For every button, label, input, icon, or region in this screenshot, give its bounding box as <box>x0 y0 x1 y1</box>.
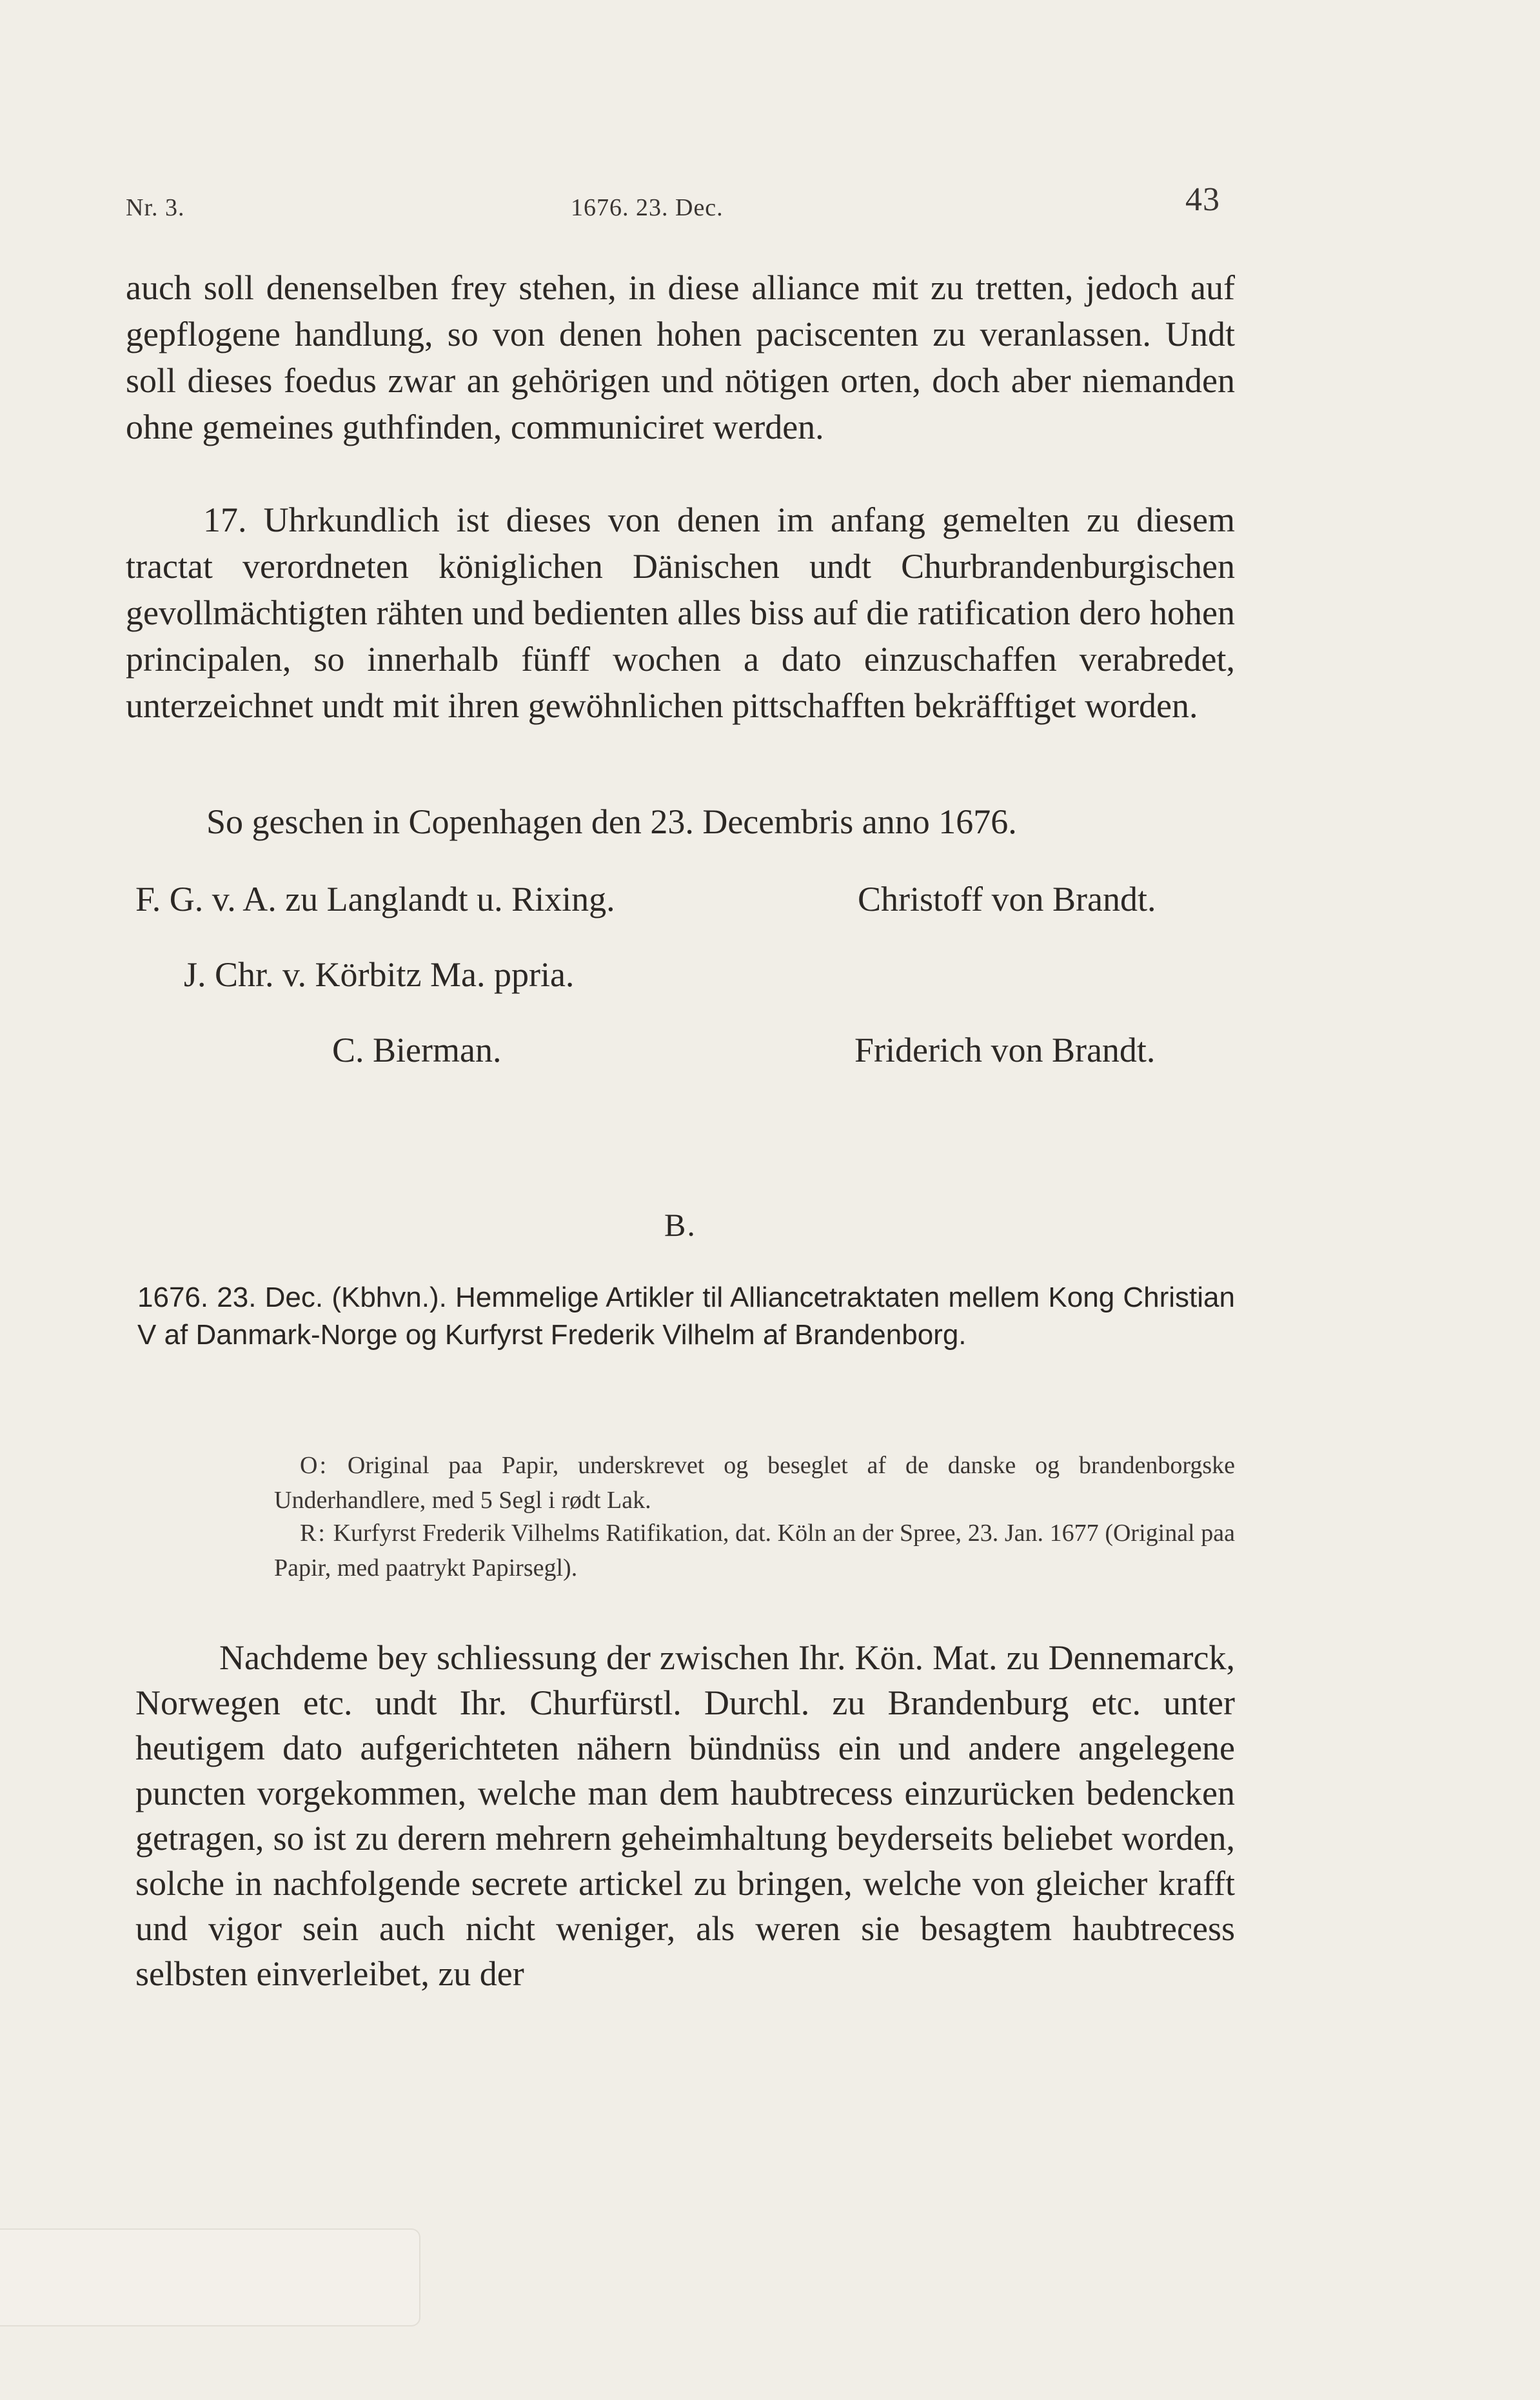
paragraph-secret-articles: Nachdeme bey schliessung der zwischen Ihr. Kön. Mat. zu Dennemarck, Norwegen etc. undt Ihr. Churfürstl. Durchl. zu Brandenburg etc. unter heutigem dato aufgerichteten nähern bündnüss ein und andere angelegene puncten vorgekommen, welche man dem haubtrecess einzurücken bedencken getragen, so ist zu derern mehrern geheimhaltung beyderseits beliebet worden, solche in nachfolgende secrete artickel zu bringen, welche von gleicher krafft und vigor sein auch nicht weniger, als weren sie besagtem haubtrecess selbsten einverleibet, zu der <box>135 1638 1235 1993</box>
section-heading: B. <box>664 1207 696 1243</box>
source-note-label: O: <box>300 1452 328 1479</box>
running-header-number: Nr. 3. <box>126 194 185 221</box>
document-summary: 1676. 23. Dec. (Kbhvn.). Hemmelige Artikler til Alliancetraktaten mellem Kong Christian V af Danmark-Norge og Kurfyrst Frederik Vilhelm af Brandenborg. <box>137 1282 1235 1351</box>
source-note-original <box>274 1448 1235 1518</box>
dateline: So geschen in Copenhagen den 23. Decembris anno 1676. <box>206 802 1017 841</box>
signature: Christoff von Brandt. <box>858 880 1156 918</box>
article-number: 17. <box>203 501 247 539</box>
article-text: Uhrkundlich ist dieses von denen im anfang gemelten zu diesem tractat verordneten königlichen Dänischen undt Churbrandenburgischen gevollmächtigten rähten und bedienten alles biss auf die ratification dero hohen principalen, so innerhalb fünff wochen a dato einzuschaffen verabredet, unterzeichnet undt mit ihren gewöhnlichen pittschafften bekräfftiget worden. <box>126 501 1236 725</box>
paragraph-article-17 <box>126 497 1235 729</box>
page-number: 43 <box>1185 181 1220 218</box>
signature: J. Chr. v. Körbitz Ma. ppria. <box>184 955 575 994</box>
source-note-ratification <box>274 1516 1235 1585</box>
running-header-date: 1676. 23. Dec. <box>571 194 724 221</box>
signature: F. G. v. A. zu Langlandt u. Rixing. <box>135 880 615 918</box>
signature: C. Bierman. <box>332 1031 502 1069</box>
source-note-text: Kurfyrst Frederik Vilhelms Ratifikation, dat. Köln an der Spree, 23. Jan. 1677 (Original paa Papir, med paatrykt Papirsegl). <box>274 1520 1236 1582</box>
signature: Friderich von Brandt. <box>854 1031 1156 1069</box>
source-note-text: Original paa Papir, underskrevet og beseglet af de danske og brandenborgske Underhandlere, med 5 Segl i rødt Lak. <box>274 1452 1235 1514</box>
source-note-label: R: <box>300 1520 327 1547</box>
paragraph-continuation: auch soll denenselben frey stehen, in diese alliance mit zu tretten, jedoch auf gepflogene handlung, so von denen hohen paciscenten zu veranlassen. Undt soll dieses foedus zwar an gehörigen und nötigen orten, doch aber niemanden ohne gemeines guthfinden, communiciret werden. <box>126 268 1235 446</box>
page-tab-mark <box>0 2228 420 2326</box>
